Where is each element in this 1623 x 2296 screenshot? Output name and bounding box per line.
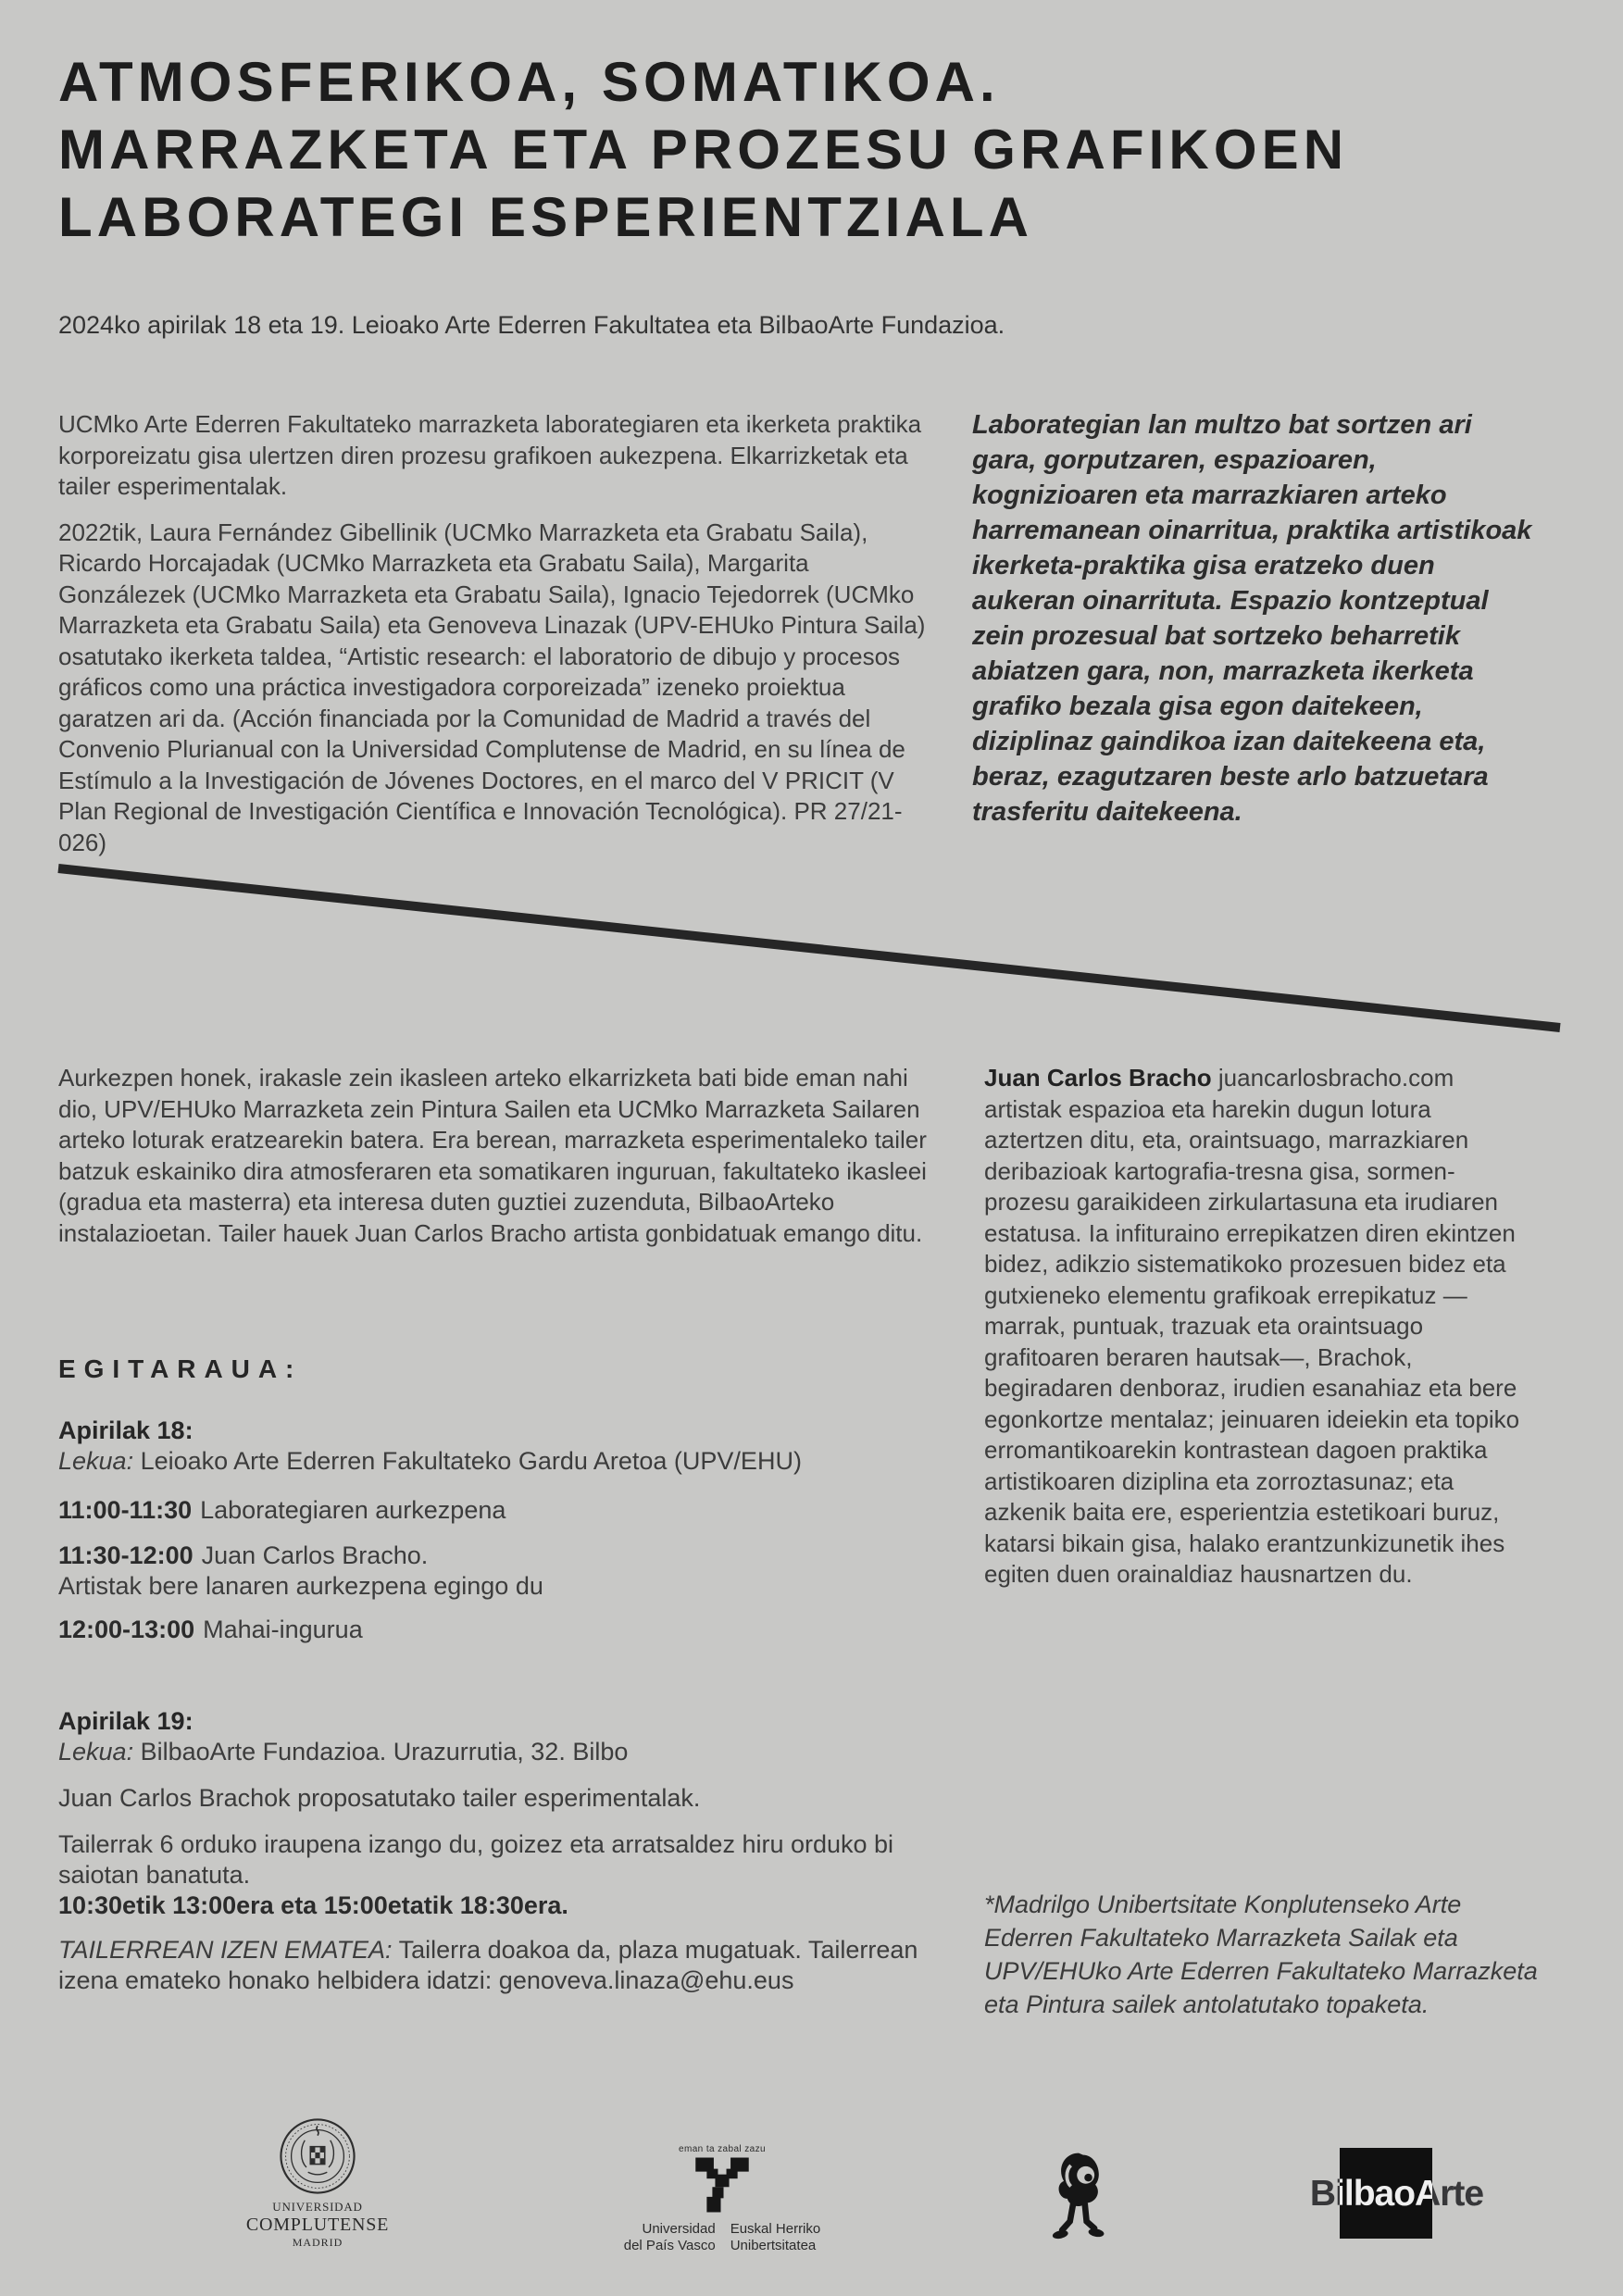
item3-time: 12:00-13:00 [58,1616,195,1643]
upv-es-line1: Universidad [642,2221,716,2237]
ucm-text-line2: COMPLUTENSE [245,2215,390,2235]
day2-title: Apirilak 19: [58,1707,194,1735]
organizers-footnote: *Madrilgo Unibertsitate Konplutenseko Arte Ederren Fakultateko Marrazketa Sailak eta UPV/EHUko Arte Ederren Fakultateko Marrazketa eta Pintura sailek antolatutako topaketa. [984,1890,1538,2018]
item2-text: Juan Carlos Bracho. [201,1541,429,1569]
upv-eu-line1: Euskal Herriko [730,2221,821,2237]
item1-time: 11:00-11:30 [58,1496,193,1524]
upv-es-line2: del País Vasco [623,2238,716,2253]
program-item-continuation: Artistak bere lanaren aurkezpena egingo du [58,1572,543,1600]
artist-name: Juan Carlos Bracho [984,1064,1212,1092]
logo-upv-ehu [600,2144,844,2254]
artist-heading [984,1063,1526,1094]
logo-walking-figure [1048,2148,1113,2244]
bilbaoarte-wordmark: BilbaoArte [1309,2174,1484,2214]
signup-label: TAILERREAN IZEN EMATEA: [58,1936,393,1964]
program-section [58,1354,936,1996]
program-item [58,1495,936,1526]
day2-venue [58,1737,936,1767]
intro-left-column [58,409,936,858]
intro-paragraph-2: 2022tik, Laura Fernández Gibellinik (UCMko Marrazketa eta Grabatu Saila), Ricardo Horcajadak (UCMko Marrazketa eta Grabatu Saila), Margarita Gonzálezek (UCMko Marrazketa eta Grabatu Saila), Ignacio Tejedorrek (UCMko Marrazketa eta Grabatu Saila) eta Genoveva Linazak (UPV-EHUko Pintura Saila) osatutako ikerketa taldea, “Artistic research: el laboratorio de dibujo y procesos gráficos como una práctica investigadora corporeizada” izeneko proiektua garatzen ari da. (Acción financiada por la Comunidad de Madrid a través del Convenio Plurianual con la Universidad Complutense de Madrid, en su línea de Estímulo a la Investigación de Jóvenes Doctores, en el marco del V PRICIT (V Plan Regional de Investigación Científica e Innovación Tecnológica). PR 27/21-026) [58,518,926,856]
item2-time: 11:30-12:00 [58,1541,194,1569]
program-heading: EGITARAUA: [58,1354,303,1383]
upv-name-es [624,2221,716,2254]
event-dateline: 2024ko apirilak 18 eta 19. Leioako Arte Ederren Fakultatea eta BilbaoArte Fundazioa. [58,311,1005,339]
day1-venue-label: Lekua: [58,1447,134,1475]
title-line-3: LABORATEGI ESPERIENTZIALA [58,186,1034,248]
upv-name-eu [730,2221,821,2254]
artist-bio: artistak espazioa eta harekin dugun lotura aztertzen ditu, eta, oraintsuago, marrazkiaren deribazioak kartografia-tresna gisa, sormen-prozesu garaikideen zirkulartasuna eta irudiaren estatusa. Ia infituraino errepikatzen diren ekintzen bidez, adikzio sistematikoko prozesuen bidez eta gutxieneko elementu grafikoak errepikatuz —marrak, puntuak, trazuak eta oraintsuago grafitoaren beraren hautsak—, Brachok, begiradaren denboraz, irudien esanahiaz eta bere egonkortze mentalaz; jeinuaren ideiekin eta topiko erromantikoarekin kontrastean dagoen praktika artistikoaren diziplina eta zorroztasunaz; eta azkenik baita ere, esperientzia estetikoari buruz, katarsi bikain gisa, halako erantzunkizunetik ihes egiten duen orainaldiaz hausnartzen du. [984,1094,1520,1588]
item3-text: Mahai-ingurua [203,1616,363,1643]
logo-bilbaoarte [1302,2148,1492,2240]
artist-website: juancarlosbracho.com [1217,1064,1454,1092]
day2-hours: 10:30etik 13:00era eta 15:00etatik 18:30era. [58,1891,568,1919]
day1-venue [58,1446,936,1477]
logo-universidad-complutense [239,2116,396,2250]
walking-figure-icon [1048,2148,1113,2244]
title-line-2: MARRAZKETA ETA PROZESU GRAFIKOEN [58,119,1349,181]
item1-text: Laborategiaren aurkezpena [200,1496,506,1524]
day1-venue-text: Leioako Arte Ederren Fakultateko Gardu Aretoa (UPV/EHU) [133,1447,802,1475]
presentation-paragraph: Aurkezpen honek, irakasle zein ikasleen arteko elkarrizketa bati bide eman nahi dio, UPV/EHUko Marrazketa zein Pintura Sailen eta UCMko Marrazketa Sailaren arteko loturak eratzearekin batera. Era berean, marrazketa esperimentaleko tailer batzuk eskainiko dira atmosferaren eta somatikaren inguruan, fakultateko ikasleei (gradua eta masterra) eta interesa duten guztiei zuzenduta, BilbaoArteko instalazioetan. Tailer hauek Juan Carlos Bracho artista gonbidatuak emango ditu. [58,1064,927,1247]
presentation-paragraph-block [58,1063,936,1249]
intro-quote-column [972,407,1542,830]
title-line-1: ATMOSFERIKOA, SOMATIKOA. [58,51,1000,113]
upv-names [600,2221,844,2254]
program-item [58,1541,936,1571]
ucm-seal-icon [278,2116,357,2196]
day1-title: Apirilak 18: [58,1416,194,1444]
day2-venue-label: Lekua: [58,1738,134,1766]
upv-eu-line2: Unibertsitatea [730,2238,817,2253]
day2-venue-text: BilbaoArte Fundazioa. Urazurrutia, 32. Bilbo [133,1738,629,1766]
intro-paragraph-1: UCMko Arte Ederren Fakultateko marrazketa laborategiaren eta ikerketa praktika korporeizatu gisa ulertzen diren prozesu grafikoen aukezpena. Elkarrizketak eta tailer esperimentalak. [58,410,922,500]
intro-quote: Laborategian lan multzo bat sortzen ari gara, gorputzaren, espazioaren, kognizioaren eta marrazkiaren arteko harremanean oinarritua, praktika artistikoak ikerketa-praktika gisa eratzeko duen aukeran oinarrituta. Espazio kontzeptual zein prozesual bat sortzeko beharretik abiatzen gara, non, marrazketa ikerketa grafiko bezala gisa egon daitekeen, diziplinaz gaindikoa izan daitekeena eta, beraz, ezagutzaren beste arlo batzuetara trasferitu daitekeena. [972,410,1532,827]
signup-text: Tailerra doakoa da, plaza mugatuak. Tailerrean izena emateko honako helbidera idatzi: genoveva.linaza@ehu.eus [58,1936,918,1994]
ucm-text-line3: MADRID [292,2236,343,2249]
artist-bio-section [984,1063,1526,1591]
day2-line1: Juan Carlos Brachok proposatutako tailer esperimentalak. [58,1784,701,1812]
program-item [58,1615,936,1645]
page-title [58,48,1558,251]
signup-line [58,1935,936,1996]
ucm-text-line1: UNIVERSIDAD [272,2200,363,2214]
upv-tree-icon [687,2156,757,2214]
upv-motto: eman ta zabal zazu [679,2144,766,2154]
day2-line2: Tailerrak 6 orduko iraupena izango du, goizez eta arratsaldez hiru orduko bi saiotan banatuta. [58,1830,894,1889]
